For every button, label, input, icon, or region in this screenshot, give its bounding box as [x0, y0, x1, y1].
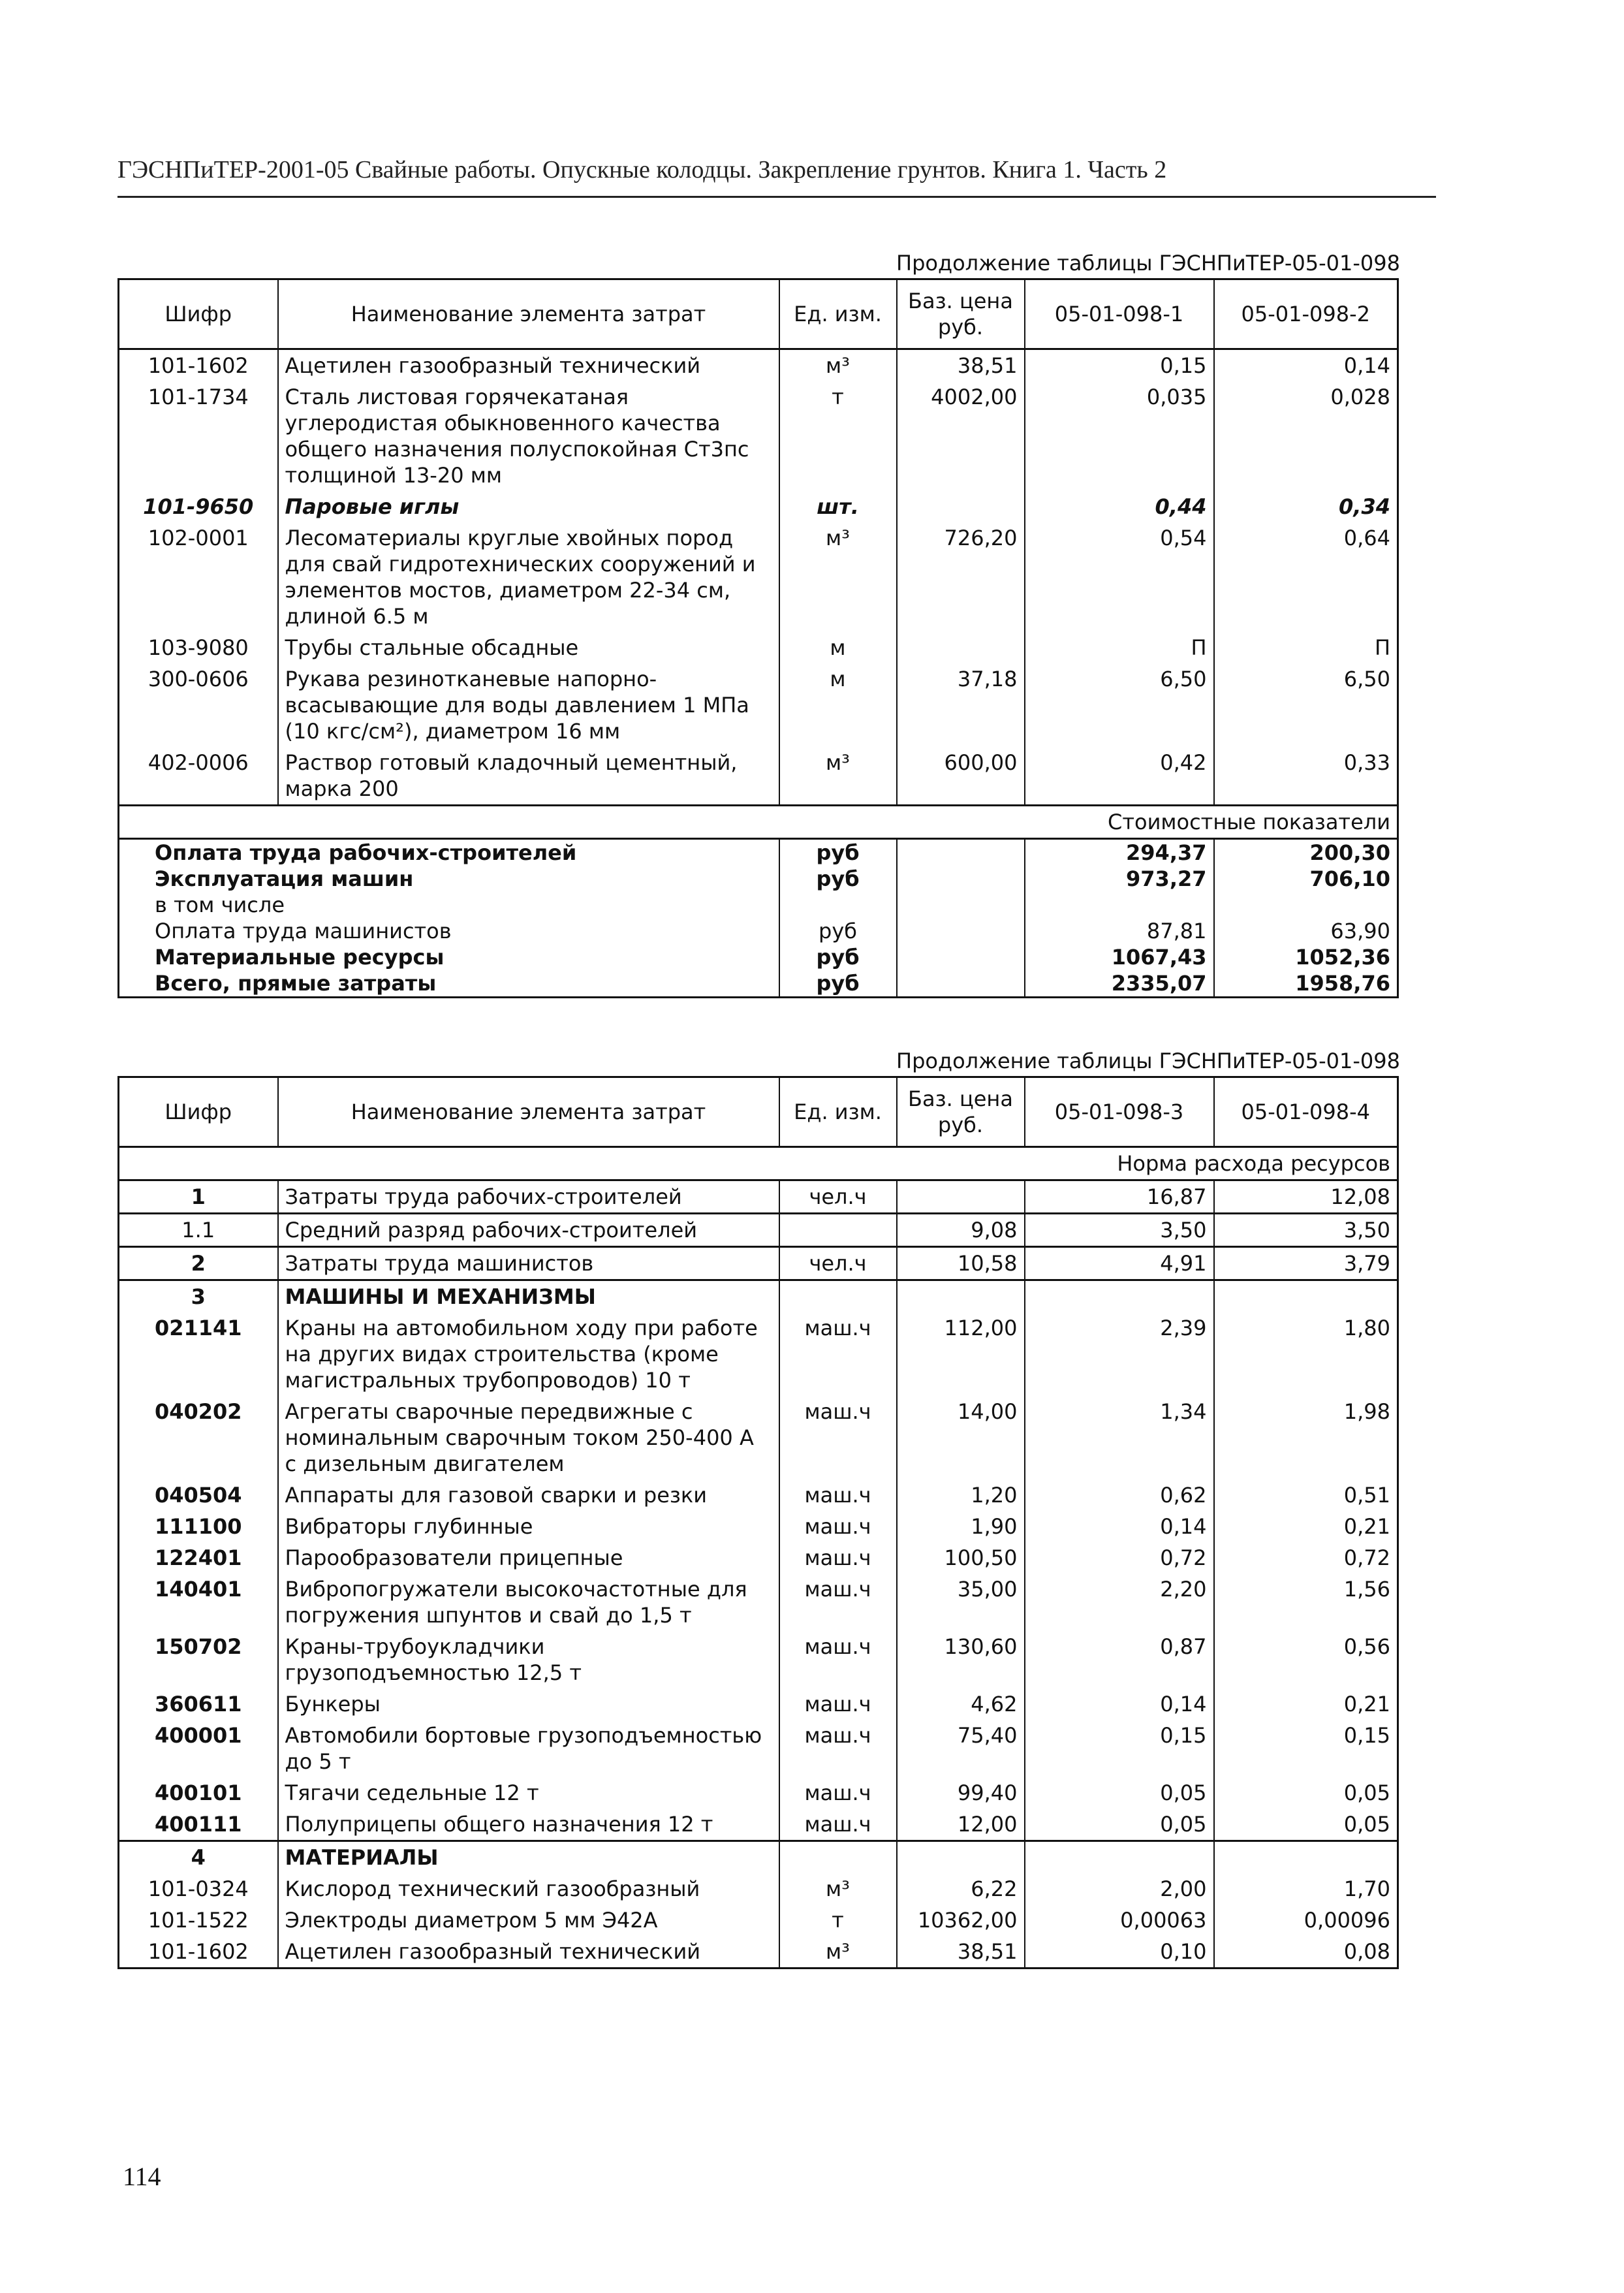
cost-unit: руб [779, 839, 897, 866]
row-unit [779, 1841, 897, 1874]
row-code: 102-0001 [148, 526, 249, 550]
row-code: 122401 [154, 1545, 242, 1570]
row-name: Лесоматериалы круглые хвойных пород для свай гидротехнических сооружений и элементов мостов, диаметром 22-34 см, длиной 6.5 м [278, 522, 779, 632]
row-unit: маш.ч [779, 1777, 897, 1809]
cost-value-2: 63,90 [1214, 918, 1398, 944]
table-row [119, 1180, 1398, 1214]
page-header: ГЭСНПиТЕР-2001-05 Свайные работы. Опускные колодцы. Закрепление грунтов. Книга 1. Часть 2 [117, 156, 1167, 183]
row-unit: шт. [779, 491, 897, 522]
row-value-2: 0,72 [1214, 1542, 1398, 1573]
row-code: 1.1 [119, 1214, 278, 1247]
row-name: Ацетилен газообразный технический [278, 1936, 779, 1969]
row-price: 600,00 [897, 747, 1025, 806]
row-value-1: 0,72 [1025, 1542, 1214, 1573]
row-code: 360611 [154, 1692, 242, 1716]
row-code: 1 [191, 1184, 206, 1209]
row-code: 101-1734 [148, 385, 249, 409]
row-value-2: 1,56 [1214, 1573, 1398, 1631]
col-header-code: Шифр [119, 279, 278, 349]
row-name: Тягачи седельные 12 т [278, 1777, 779, 1809]
row-name: МАШИНЫ И МЕХАНИЗМЫ [278, 1280, 779, 1313]
page-number: 114 [123, 2162, 161, 2191]
cost-name: Эксплуатация машин [155, 866, 414, 891]
row-value-2 [1214, 1841, 1398, 1874]
row-value-2: 0,56 [1214, 1631, 1398, 1688]
row-unit: м³ [779, 1873, 897, 1905]
row-name: Ацетилен газообразный технический [278, 349, 779, 382]
row-value-2: 3,50 [1214, 1214, 1398, 1247]
table-row [119, 522, 1398, 632]
col-header-name: Наименование элемента затрат [278, 279, 779, 349]
row-code: 150702 [154, 1634, 242, 1659]
row-price: 10,58 [897, 1247, 1025, 1280]
row-code: 101-9650 [143, 494, 254, 519]
row-price: 12,00 [897, 1809, 1025, 1841]
cost-row [119, 866, 1398, 892]
cost-unit: руб [779, 944, 897, 970]
row-name: Затраты труда рабочих-строителей [278, 1180, 779, 1214]
row-name: Полуприцепы общего назначения 12 т [278, 1809, 779, 1841]
row-price: 38,51 [897, 349, 1025, 382]
cost-unit: руб [779, 918, 897, 944]
row-code: 400111 [154, 1812, 242, 1837]
row-name: Затраты труда машинистов [278, 1247, 779, 1280]
col-header-v1: 05-01-098-3 [1025, 1077, 1214, 1147]
col-header-unit: Ед. изм. [779, 279, 897, 349]
row-name: Сталь листовая горячекатаная углеродистая обыкновенного качества общего назначения полуспокойная Ст3пс толщиной 13-20 мм [278, 381, 779, 491]
row-value-2: 0,33 [1214, 747, 1398, 806]
row-unit [779, 1280, 897, 1313]
row-value-1: 2,39 [1025, 1312, 1214, 1396]
cost-unit: руб [779, 866, 897, 892]
row-price [897, 1180, 1025, 1214]
row-value-2: 6,50 [1214, 663, 1398, 747]
cost-price-empty [897, 944, 1025, 970]
norm-header: Норма расхода ресурсов [119, 1147, 1398, 1180]
row-value-1: 2,20 [1025, 1573, 1214, 1631]
row-name: Кислород технический газообразный [278, 1873, 779, 1905]
row-price: 10362,00 [897, 1905, 1025, 1936]
row-value-2: 0,64 [1214, 522, 1398, 632]
cost-header-row [119, 806, 1398, 839]
row-value-2: 0,21 [1214, 1688, 1398, 1720]
cost-value-1: 294,37 [1025, 839, 1214, 866]
row-unit: м³ [779, 349, 897, 382]
row-value-1: 0,05 [1025, 1809, 1214, 1841]
row-price: 14,00 [897, 1396, 1025, 1479]
row-unit: м [779, 632, 897, 663]
header-rule [117, 196, 1436, 198]
row-price: 4,62 [897, 1688, 1025, 1720]
cost-price-empty [897, 892, 1025, 918]
col-header-code: Шифр [119, 1077, 278, 1147]
row-name: Электроды диаметром 5 мм Э42А [278, 1905, 779, 1936]
row-code: 021141 [154, 1316, 242, 1340]
row-value-1: 0,14 [1025, 1688, 1214, 1720]
row-value-1: 0,87 [1025, 1631, 1214, 1688]
row-price: 37,18 [897, 663, 1025, 747]
table-row [119, 1809, 1398, 1841]
cost-value-2: 1958,76 [1214, 970, 1398, 998]
cost-value-2: 706,10 [1214, 866, 1398, 892]
row-value-1: 0,05 [1025, 1777, 1214, 1809]
row-value-1: 6,50 [1025, 663, 1214, 747]
row-value-1: 0,14 [1025, 1511, 1214, 1542]
table-row [119, 1688, 1398, 1720]
row-code: 3 [119, 1280, 278, 1313]
row-code: 103-9080 [148, 635, 249, 660]
col-header-unit: Ед. изм. [779, 1077, 897, 1147]
row-unit: чел.ч [779, 1180, 897, 1214]
col-header-name: Наименование элемента затрат [278, 1077, 779, 1147]
row-unit: маш.ч [779, 1720, 897, 1777]
table-row [119, 1542, 1398, 1573]
row-value-2: П [1214, 632, 1398, 663]
row-price: 1,20 [897, 1479, 1025, 1511]
row-value-2: 0,21 [1214, 1511, 1398, 1542]
row-value-2: 12,08 [1214, 1180, 1398, 1214]
cost-name: Оплата труда машинистов [155, 919, 452, 943]
cost-unit: руб [779, 970, 897, 998]
row-name: Вибраторы глубинные [278, 1511, 779, 1542]
row-code: 400001 [154, 1723, 242, 1748]
row-name: Рукава резинотканевые напорно-всасывающие для воды давлением 1 МПа (10 кгс/см²), диаметром 16 мм [278, 663, 779, 747]
row-unit: м³ [779, 522, 897, 632]
row-price [897, 632, 1025, 663]
row-code: 2 [119, 1247, 278, 1280]
row-unit: маш.ч [779, 1511, 897, 1542]
row-price: 75,40 [897, 1720, 1025, 1777]
row-value-1: 0,035 [1025, 381, 1214, 491]
table-row [119, 632, 1398, 663]
row-value-2: 0,08 [1214, 1936, 1398, 1969]
row-value-1 [1025, 1280, 1214, 1313]
row-value-1: 0,42 [1025, 747, 1214, 806]
row-value-1: 3,50 [1025, 1214, 1214, 1247]
row-code: 101-1602 [119, 349, 278, 382]
cost-row [119, 944, 1398, 970]
row-price [897, 491, 1025, 522]
cost-header: Стоимостные показатели [119, 806, 1398, 839]
cost-name: Оплата труда рабочих-строителей [155, 840, 577, 865]
row-price: 1,90 [897, 1511, 1025, 1542]
row-unit: маш.ч [779, 1688, 897, 1720]
row-code: 140401 [154, 1577, 242, 1602]
row-code: 101-1602 [148, 1939, 249, 1964]
row-code: 101-0324 [148, 1876, 249, 1901]
row-name: Краны-трубоукладчики грузоподъемностью 12,5 т [278, 1631, 779, 1688]
table-row [119, 349, 1398, 382]
col-header-v2: 05-01-098-4 [1214, 1077, 1398, 1147]
table-row [119, 1280, 1398, 1313]
table-row [119, 1214, 1398, 1247]
cost-unit [779, 892, 897, 918]
row-name: МАТЕРИАЛЫ [278, 1841, 779, 1874]
row-name: Парообразователи прицепные [278, 1542, 779, 1573]
table-row [119, 1479, 1398, 1511]
table2 [117, 1076, 1399, 1969]
table-row [119, 663, 1398, 747]
row-price: 4002,00 [897, 381, 1025, 491]
row-unit: маш.ч [779, 1631, 897, 1688]
row-price: 130,60 [897, 1631, 1025, 1688]
row-price: 9,08 [897, 1214, 1025, 1247]
row-unit: т [779, 381, 897, 491]
row-value-1: 0,10 [1025, 1936, 1214, 1969]
row-value-2: 0,05 [1214, 1777, 1398, 1809]
table-row [119, 1841, 1398, 1874]
col-header-price: Баз. цена руб. [897, 1077, 1025, 1147]
row-unit: маш.ч [779, 1312, 897, 1396]
cost-price-empty [897, 970, 1025, 998]
row-value-2: 0,51 [1214, 1479, 1398, 1511]
row-unit: маш.ч [779, 1573, 897, 1631]
row-price: 99,40 [897, 1777, 1025, 1809]
row-unit: маш.ч [779, 1542, 897, 1573]
table-row [119, 1720, 1398, 1777]
row-price [897, 1280, 1025, 1313]
row-name: Аппараты для газовой сварки и резки [278, 1479, 779, 1511]
table1-header-row [119, 279, 1398, 349]
table-row [119, 1312, 1398, 1396]
row-value-2: 0,14 [1214, 349, 1398, 382]
row-value-2: 1,70 [1214, 1873, 1398, 1905]
cost-value-2 [1214, 892, 1398, 918]
row-value-1: 0,54 [1025, 522, 1214, 632]
row-price: 6,22 [897, 1873, 1025, 1905]
row-unit: маш.ч [779, 1479, 897, 1511]
row-value-1: 0,15 [1025, 349, 1214, 382]
cost-price-empty [897, 918, 1025, 944]
table1 [117, 278, 1399, 998]
table-row [119, 1511, 1398, 1542]
row-name: Автомобили бортовые грузоподъемностью до 5 т [278, 1720, 779, 1777]
row-code: 400101 [154, 1780, 242, 1805]
table-row [119, 1247, 1398, 1280]
table-row [119, 1396, 1398, 1479]
row-price: 112,00 [897, 1312, 1025, 1396]
row-unit: маш.ч [779, 1809, 897, 1841]
row-name: Трубы стальные обсадные [278, 632, 779, 663]
row-value-1: П [1025, 632, 1214, 663]
row-code: 402-0006 [148, 750, 249, 775]
row-unit: м³ [779, 1936, 897, 1969]
col-header-v1: 05-01-098-1 [1025, 279, 1214, 349]
table-row [119, 1873, 1398, 1905]
cost-price-empty [897, 839, 1025, 866]
cost-name: в том числе [155, 893, 285, 917]
row-code: 101-1522 [148, 1908, 249, 1933]
cost-value-2: 200,30 [1214, 839, 1398, 866]
cost-value-1: 973,27 [1025, 866, 1214, 892]
cost-value-1 [1025, 892, 1214, 918]
row-value-2: 0,05 [1214, 1809, 1398, 1841]
cost-price-empty [897, 866, 1025, 892]
table-row [119, 747, 1398, 806]
row-unit: чел.ч [779, 1247, 897, 1280]
row-value-1: 2,00 [1025, 1873, 1214, 1905]
table-row [119, 1631, 1398, 1688]
row-value-1: 0,62 [1025, 1479, 1214, 1511]
row-name: Паровые иглы [278, 491, 779, 522]
row-code: 040504 [154, 1483, 242, 1508]
row-value-2: 0,15 [1214, 1720, 1398, 1777]
row-value-1: 0,00063 [1025, 1905, 1214, 1936]
cost-row [119, 918, 1398, 944]
row-name: Вибропогружатели высокочастотные для погружения шпунтов и свай до 1,5 т [278, 1573, 779, 1631]
cost-value-1: 1067,43 [1025, 944, 1214, 970]
row-price: 35,00 [897, 1573, 1025, 1631]
row-unit: м³ [779, 747, 897, 806]
table-row [119, 381, 1398, 491]
cost-value-2: 1052,36 [1214, 944, 1398, 970]
row-code: 111100 [154, 1514, 242, 1539]
row-name: Средний разряд рабочих-строителей [278, 1214, 779, 1247]
table2-caption: Продолжение таблицы ГЭСНПиТЕР-05-01-098 [896, 1049, 1400, 1073]
table2-header-row [119, 1077, 1398, 1147]
row-name: Краны на автомобильном ходу при работе на других видах строительства (кроме магистральных трубопроводов) 10 т [278, 1312, 779, 1396]
row-value-1: 1,34 [1025, 1396, 1214, 1479]
norm-header-row [119, 1147, 1398, 1180]
cost-row [119, 839, 1398, 866]
row-value-2: 1,98 [1214, 1396, 1398, 1479]
row-price: 726,20 [897, 522, 1025, 632]
row-value-1: 0,44 [1025, 491, 1214, 522]
row-value-2: 1,80 [1214, 1312, 1398, 1396]
cost-row [119, 970, 1398, 998]
row-value-2: 0,34 [1214, 491, 1398, 522]
row-code: 4 [119, 1841, 278, 1874]
row-value-2: 3,79 [1214, 1247, 1398, 1280]
row-value-1: 0,15 [1025, 1720, 1214, 1777]
row-price: 38,51 [897, 1936, 1025, 1969]
table-row [119, 1936, 1398, 1969]
row-code: 300-0606 [148, 667, 249, 691]
row-value-2 [1214, 1280, 1398, 1313]
col-header-v2: 05-01-098-2 [1214, 279, 1398, 349]
table-row [119, 1777, 1398, 1809]
row-name: Бункеры [278, 1688, 779, 1720]
col-header-price: Баз. цена руб. [897, 279, 1025, 349]
row-name: Агрегаты сварочные передвижные с номинальным сварочным током 250-400 А с дизельным двигателем [278, 1396, 779, 1479]
row-value-1: 16,87 [1025, 1180, 1214, 1214]
table-row [119, 1573, 1398, 1631]
table-row [119, 491, 1398, 522]
cost-name: Материальные ресурсы [155, 945, 445, 970]
row-code: 040202 [154, 1399, 242, 1424]
row-value-1 [1025, 1841, 1214, 1874]
cost-value-1: 2335,07 [1025, 970, 1214, 998]
row-unit: м [779, 663, 897, 747]
cost-name: Всего, прямые затраты [155, 971, 437, 996]
cost-row [119, 892, 1398, 918]
row-value-1: 4,91 [1025, 1247, 1214, 1280]
row-value-2: 0,028 [1214, 381, 1398, 491]
table-row [119, 1905, 1398, 1936]
table1-caption: Продолжение таблицы ГЭСНПиТЕР-05-01-098 [896, 251, 1400, 276]
row-unit [779, 1214, 897, 1247]
row-price: 100,50 [897, 1542, 1025, 1573]
row-price [897, 1841, 1025, 1874]
row-name: Раствор готовый кладочный цементный, марка 200 [278, 747, 779, 806]
cost-value-1: 87,81 [1025, 918, 1214, 944]
row-value-2: 0,00096 [1214, 1905, 1398, 1936]
row-unit: т [779, 1905, 897, 1936]
row-unit: маш.ч [779, 1396, 897, 1479]
